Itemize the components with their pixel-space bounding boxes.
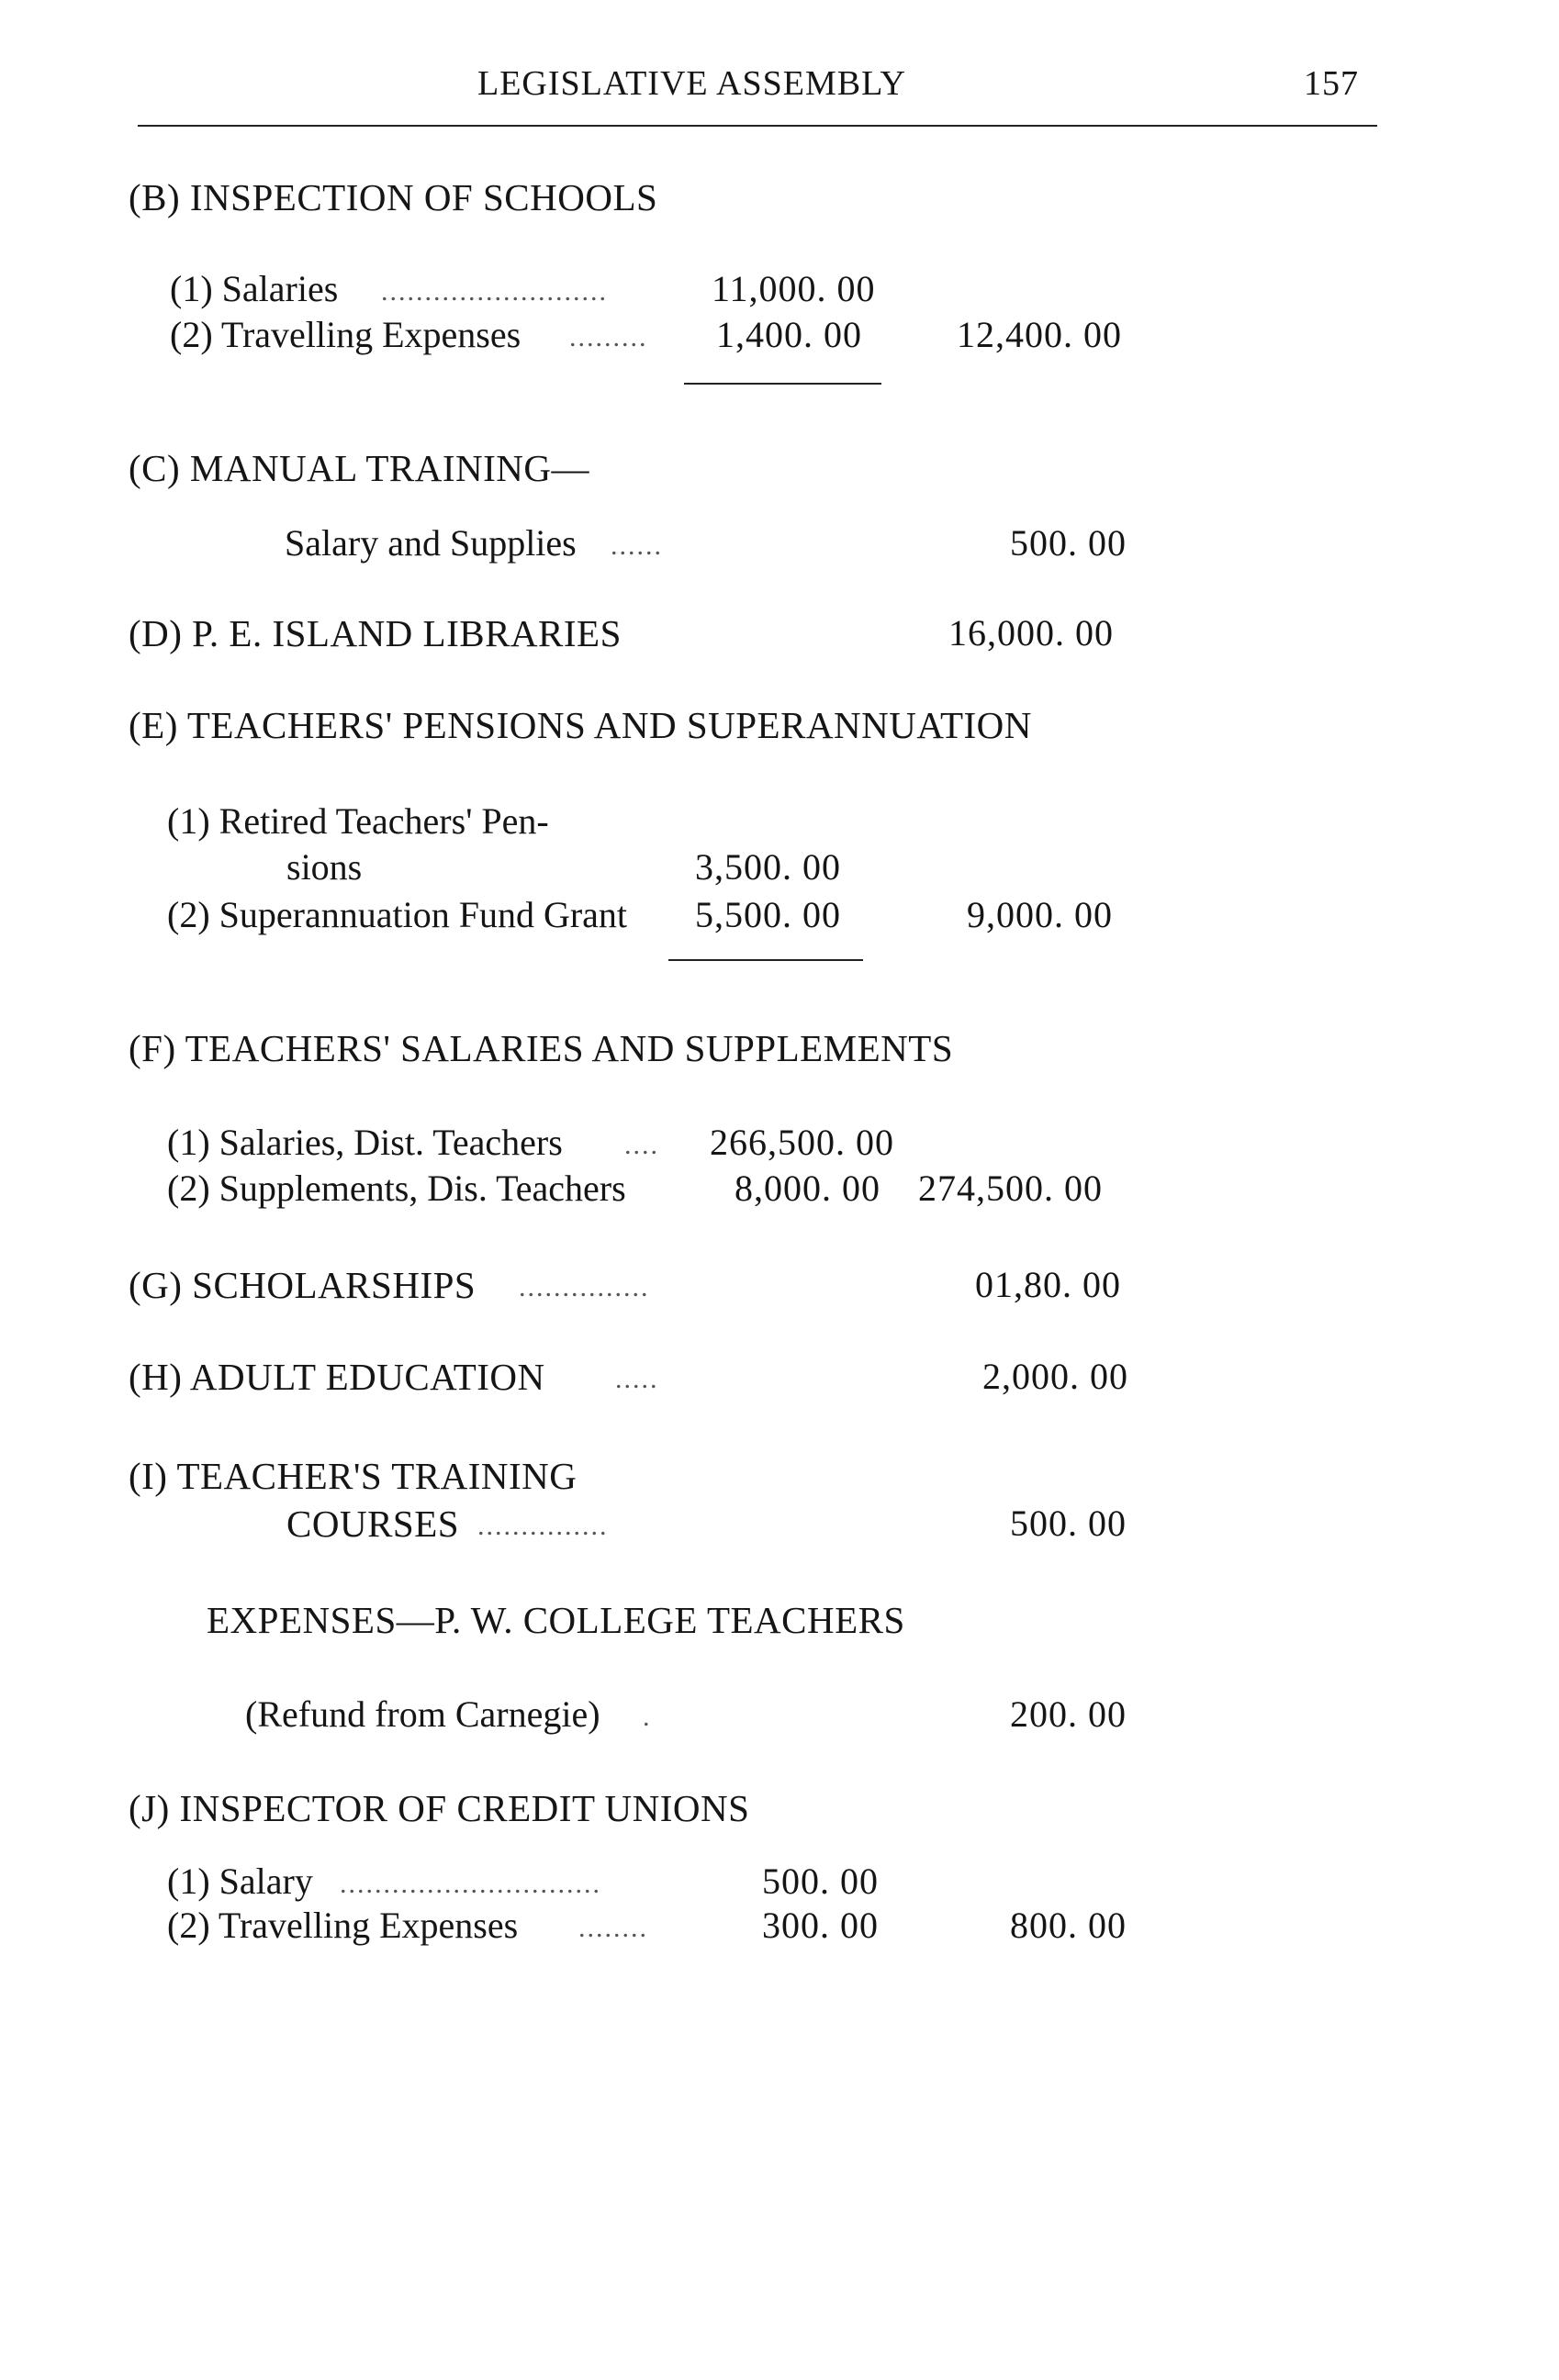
section-b-item-2-label: (2) Travelling Expenses	[170, 314, 522, 355]
section-b-total: 12,400. 00	[957, 314, 1122, 355]
section-f-item-1-amount: 266,500. 00	[710, 1122, 894, 1163]
section-j-heading: (J) INSPECTOR OF CREDIT UNIONS	[129, 1787, 750, 1829]
section-e-subtotal-rule	[668, 959, 863, 961]
section-f-item-2-amount: 8,000. 00	[735, 1168, 880, 1209]
section-g-leader: ...............	[519, 1272, 650, 1302]
section-b-heading: (B) INSPECTION OF SCHOOLS	[129, 176, 658, 218]
section-b-item-2-leader: .........	[569, 322, 648, 352]
section-b-item-2-amount: 1,400. 00	[716, 314, 862, 355]
section-b-item-1-amount: 11,000. 00	[712, 268, 876, 309]
section-d-heading: (D) P. E. ISLAND LIBRARIES	[129, 612, 622, 654]
page-number: 157	[1304, 64, 1359, 103]
section-f-item-1-label: (1) Salaries, Dist. Teachers	[167, 1122, 563, 1163]
section-b-item-1-leader: ..........................	[381, 276, 608, 307]
section-e-heading: (E) TEACHERS' PENSIONS AND SUPERANNUATION	[129, 704, 1032, 746]
section-e-item-1-label-cont: sions	[286, 846, 363, 888]
section-f-item-2-label: (2) Supplements, Dis. Teachers	[167, 1168, 626, 1209]
section-h-heading: (H) ADULT EDUCATION	[129, 1356, 545, 1398]
section-c-item-1-leader: ......	[611, 531, 663, 561]
section-j-item-2-label: (2) Travelling Expenses	[167, 1905, 519, 1946]
section-b-subtotal-rule	[684, 383, 881, 385]
section-i-heading: (I) TEACHER'S TRAINING	[129, 1455, 578, 1497]
header-rule	[138, 125, 1377, 127]
section-f-heading: (F) TEACHERS' SALARIES AND SUPPLEMENTS	[129, 1027, 954, 1069]
section-b-item-1-label: (1) Salaries	[170, 268, 339, 309]
expenses-heading: EXPENSES—P. W. COLLEGE TEACHERS	[207, 1599, 905, 1641]
section-h-total: 2,000. 00	[982, 1356, 1128, 1397]
section-h-leader: .....	[615, 1364, 659, 1394]
section-f-item-1-leader: ....	[624, 1130, 659, 1160]
section-c-item-1-label: Salary and Supplies	[285, 522, 577, 564]
expenses-total: 200. 00	[1010, 1693, 1127, 1735]
section-e-item-2-amount: 5,500. 00	[695, 894, 841, 935]
section-i-total: 500. 00	[1010, 1503, 1127, 1544]
section-i-leader: ...............	[477, 1511, 609, 1541]
section-g-total: 01,80. 00	[975, 1264, 1121, 1305]
section-j-item-2-amount: 300. 00	[762, 1905, 879, 1946]
section-e-item-1-amount: 3,500. 00	[695, 846, 841, 888]
section-d-total: 16,000. 00	[948, 612, 1114, 654]
section-c-total: 500. 00	[1010, 522, 1127, 564]
section-e-item-2-label: (2) Superannuation Fund Grant	[167, 894, 628, 935]
section-g-heading: (G) SCHOLARSHIPS	[129, 1264, 477, 1306]
section-j-total: 800. 00	[1010, 1905, 1127, 1946]
expenses-leader: .	[643, 1702, 652, 1732]
page-title: LEGISLATIVE ASSEMBLY	[477, 64, 906, 103]
section-j-item-1-label: (1) Salary	[167, 1860, 313, 1902]
section-e-item-1-label: (1) Retired Teachers' Pen-	[167, 800, 549, 842]
section-f-total: 274,500. 00	[918, 1168, 1103, 1209]
section-j-item-2-leader: ........	[578, 1913, 648, 1943]
section-i-heading-cont: COURSES	[286, 1503, 460, 1545]
section-j-item-1-leader: ..............................	[340, 1869, 601, 1899]
section-c-heading: (C) MANUAL TRAINING—	[129, 447, 589, 489]
expenses-note: (Refund from Carnegie)	[245, 1693, 600, 1735]
section-j-item-1-amount: 500. 00	[762, 1860, 879, 1902]
section-e-total: 9,000. 00	[967, 894, 1113, 935]
